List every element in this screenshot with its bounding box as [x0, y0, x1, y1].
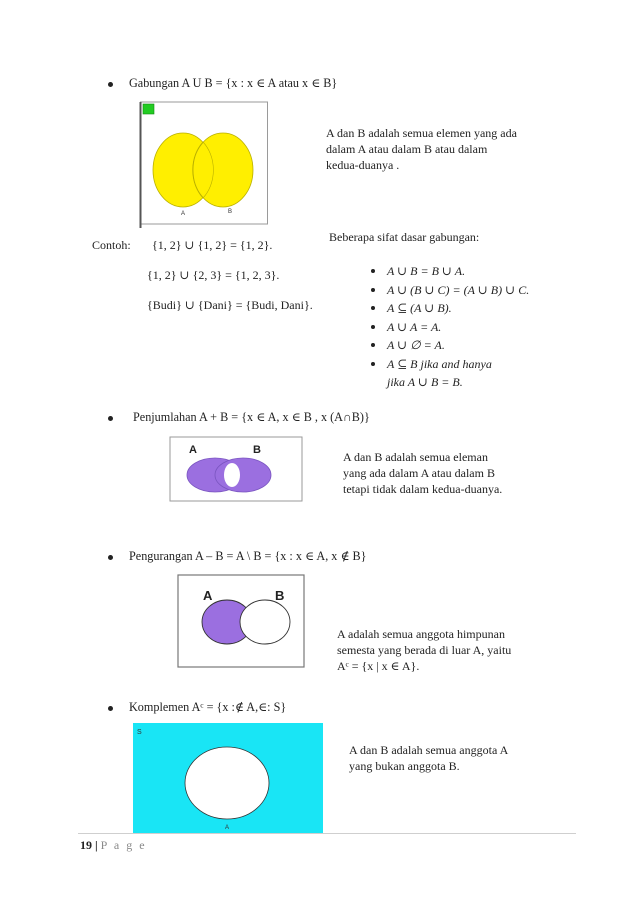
- complement-venn-diagram: [133, 723, 323, 833]
- bullet: [108, 555, 113, 560]
- page-label: P a g e: [100, 838, 147, 852]
- desc-line: A dan B adalah semua elemen yang ada: [326, 126, 517, 140]
- properties-list: [369, 262, 529, 392]
- desc-line: kedua-duanya .: [326, 158, 400, 172]
- property-item: A ∪ B = B ∪ A.: [369, 262, 529, 281]
- bullet: [108, 82, 113, 87]
- difference-description: [337, 626, 511, 674]
- footer-separator: |: [95, 838, 98, 852]
- property-item: A ⊆ (A ∪ B).: [369, 299, 529, 318]
- sum-label-b: B: [253, 444, 261, 456]
- property-item: A ∪ ∅ = A.: [369, 336, 529, 355]
- union-label-a: A: [181, 211, 186, 217]
- property-item: A ∪ A = A.: [369, 318, 529, 337]
- desc-line: yang bukan anggota B.: [349, 759, 460, 773]
- complement-description: [349, 742, 508, 774]
- example-line: {Budi} ∪ {Dani} = {Budi, Dani}.: [147, 298, 313, 312]
- sum-definition: Penjumlahan A + B = {x ∈ A, x ∈ B , x (A∩B)}: [133, 410, 370, 424]
- example-line: {1, 2} ∪ {2, 3} = {1, 2, 3}.: [147, 268, 280, 282]
- desc-line: semesta yang berada di luar A, yaitu: [337, 643, 512, 657]
- bullet: [108, 706, 113, 711]
- sum-venn-diagram: [169, 436, 303, 502]
- desc-line: tetapi tidak dalam kedua-duanya.: [343, 482, 503, 496]
- property-item: A ⊆ B jika and hanya: [369, 355, 529, 374]
- footer-divider: [78, 833, 576, 834]
- desc-line: Aᶜ = {x | x ∈ A}.: [337, 659, 420, 673]
- property-item: A ∪ (B ∪ C) = (A ∪ B) ∪ C.: [369, 281, 529, 300]
- union-definition: Gabungan A U B = {x : x ∈ A atau x ∈ B}: [129, 76, 338, 90]
- example-line: {1, 2} ∪ {1, 2} = {1, 2}.: [152, 238, 273, 252]
- sum-label-a: A: [189, 444, 197, 456]
- desc-line: dalam A atau dalam B atau dalam: [326, 142, 488, 156]
- desc-line: yang ada dalam A atau dalam B: [343, 466, 495, 480]
- difference-venn-diagram: [177, 574, 305, 668]
- desc-line: A dan B adalah semua anggota A: [349, 743, 509, 757]
- complement-definition: Komplemen Aᶜ = {x :∉ A,∈: S}: [129, 700, 287, 714]
- examples-prefix: Contoh:: [92, 238, 131, 252]
- desc-line: A adalah semua anggota himpunan: [337, 627, 505, 641]
- page-number: 19: [80, 838, 92, 852]
- union-venn-diagram: [139, 100, 269, 228]
- sum-description: [343, 449, 502, 497]
- complement-label-a: A: [225, 825, 230, 831]
- property-item-continuation: jika A ∪ B = B.: [387, 375, 463, 389]
- bullet: [108, 416, 113, 421]
- complement-label-s: S: [137, 729, 142, 736]
- difference-label-a: A: [203, 588, 213, 603]
- union-description: [326, 125, 517, 173]
- desc-line: A dan B adalah semua eleman: [343, 450, 488, 464]
- union-label-b: B: [228, 209, 233, 215]
- properties-heading: Beberapa sifat dasar gabungan:: [329, 230, 480, 244]
- difference-label-b: B: [275, 588, 285, 603]
- difference-definition: Pengurangan A – B = A \ B = {x : x ∈ A, x ∉ B}: [129, 549, 367, 563]
- page-footer: [80, 838, 147, 853]
